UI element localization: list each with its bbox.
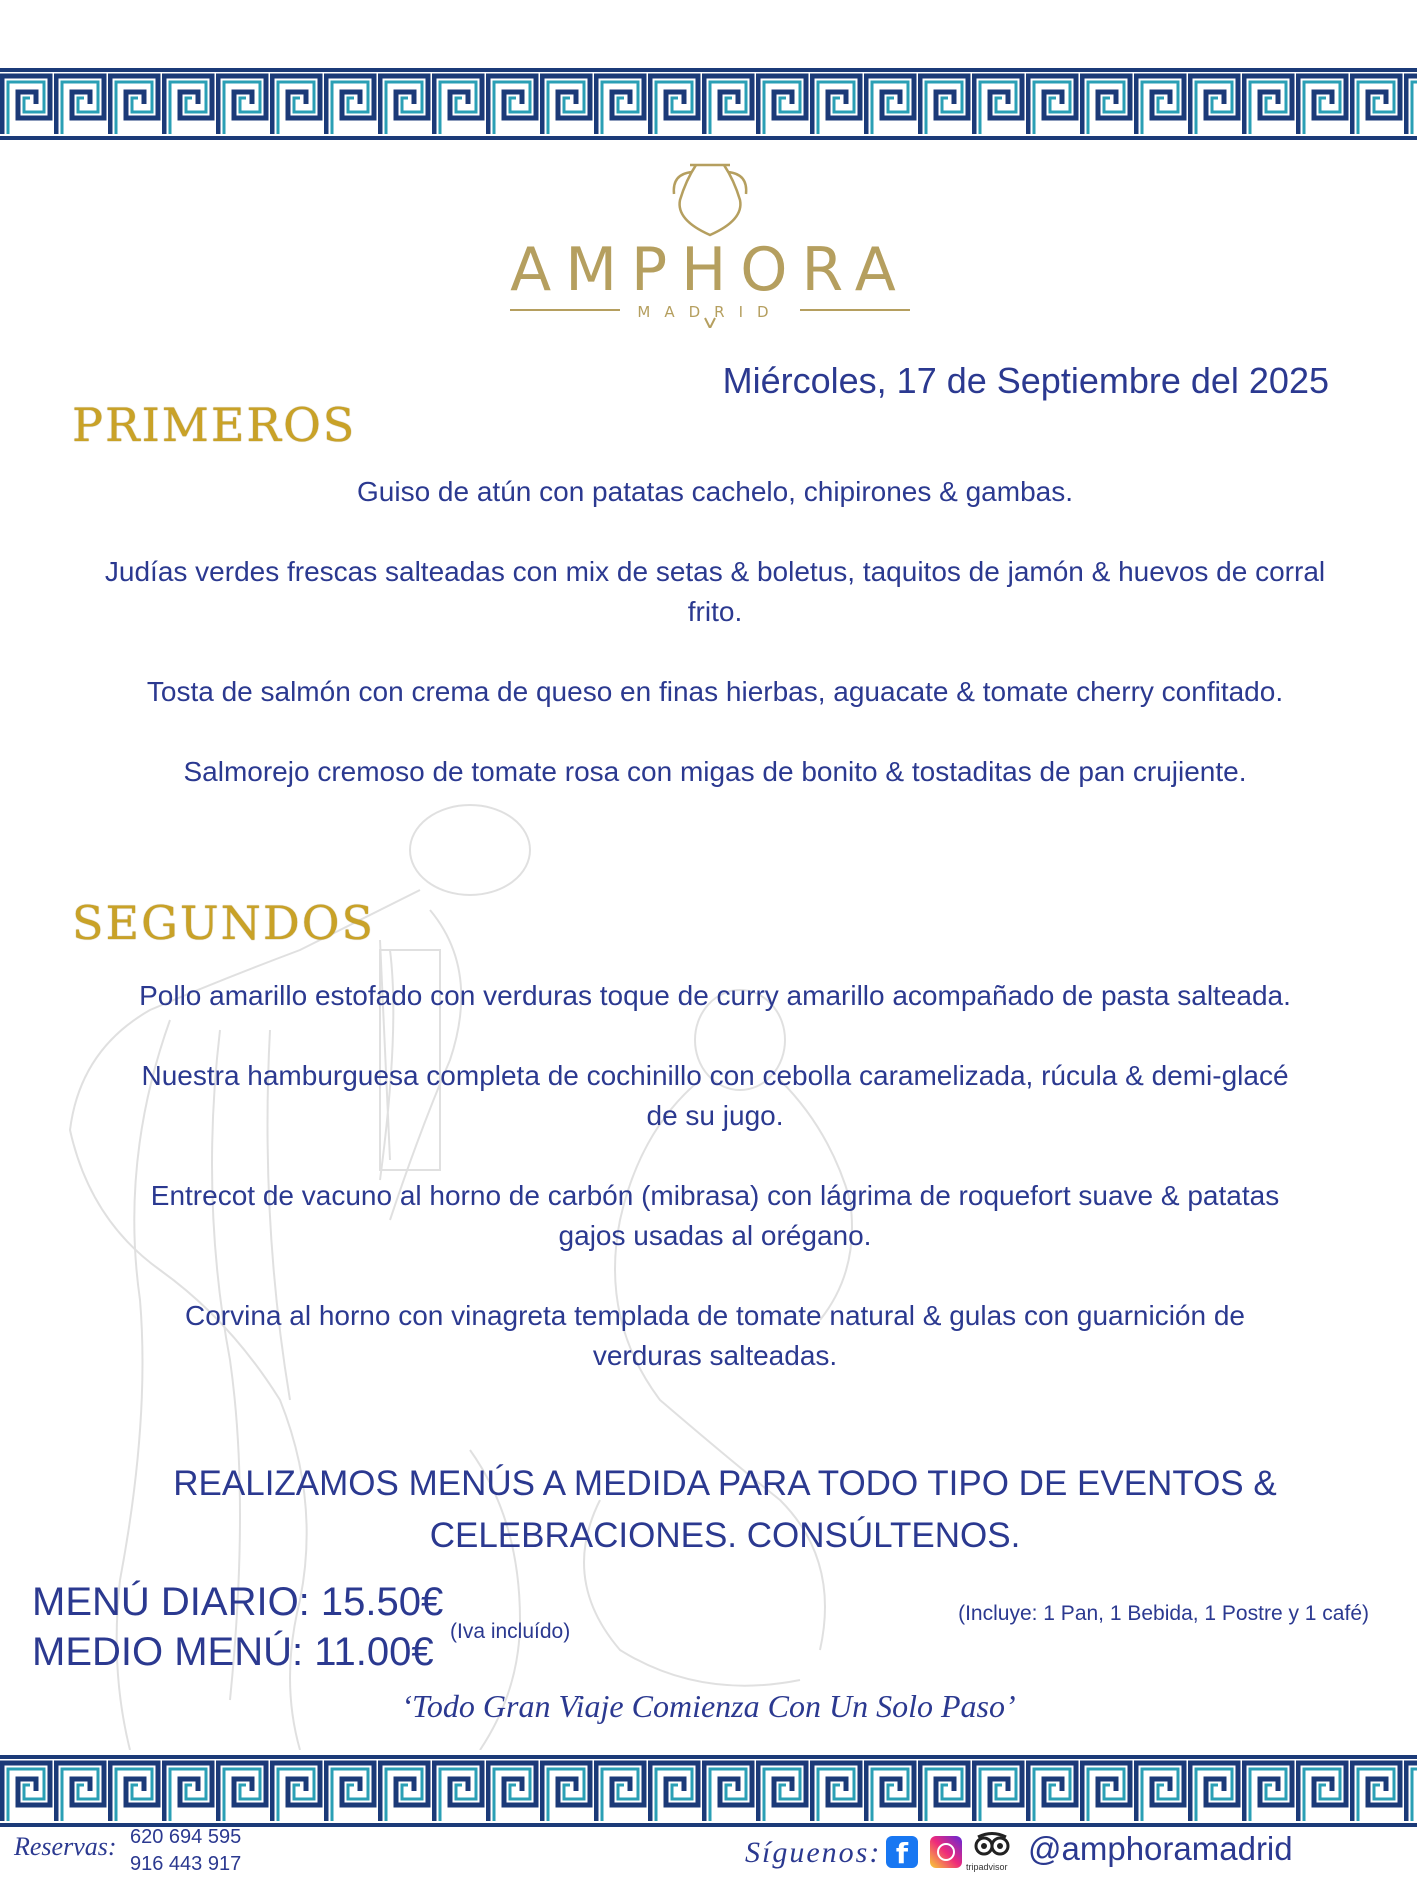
reservas-label: Reservas:	[14, 1832, 117, 1861]
iva-note: (Iva incluído)	[450, 1620, 571, 1643]
dish-item: Judías verdes frescas salteadas con mix de setas & boletus, taquitos de jamón & huevos de corral frito.	[104, 556, 1326, 627]
dish-item: Guiso de atún con patatas cachelo, chipirones & gambas.	[357, 476, 1073, 507]
menu-date: Miércoles, 17 de Septiembre del 2025	[722, 360, 1329, 401]
half-menu-price: MEDIO MENÚ: 11.00€	[32, 1630, 434, 1674]
brand-name: AMPHORA	[510, 235, 910, 305]
includes-note: (Incluye: 1 Pan, 1 Bebida, 1 Postre y 1 café)	[958, 1602, 1369, 1625]
amphora-logo-icon	[500, 160, 920, 240]
greek-key-border-top	[0, 68, 1417, 140]
dish-item: Tosta de salmón con crema de queso en finas hierbas, aguacate & tomate cherry confitado.	[146, 676, 1284, 707]
instagram-icon[interactable]	[930, 1836, 962, 1868]
phone-numbers	[130, 1824, 241, 1878]
amphora-logo	[500, 160, 920, 340]
primeros-list	[40, 472, 1390, 792]
dish-item: Entrecot de vacuno al horno de carbón (mibrasa) con lágrima de roquefort suave & patatas gajos usadas al orégano.	[150, 1180, 1280, 1251]
phone-number[interactable]: 620 694 595	[130, 1826, 242, 1848]
segundos-title: SEGUNDOS	[72, 896, 375, 950]
daily-menu-price: MENÚ DIARIO: 15.50€	[32, 1580, 444, 1624]
social-handle[interactable]: @amphoramadrid	[1028, 1830, 1293, 1867]
brand-subtitle: MADRID	[637, 303, 783, 321]
events-notice: REALIZAMOS MENÚS A MEDIDA PARA TODO TIPO DE EVENTOS & CELEBRACIONES. CONSÚLTENOS.	[173, 1464, 1277, 1555]
dish-item: Corvina al horno con vinagreta templada de tomate natural & gulas con guarnición de verduras salteadas.	[185, 1300, 1245, 1371]
follow-label: Síguenos:	[745, 1836, 882, 1869]
phone-number[interactable]: 916 443 917	[130, 1853, 242, 1875]
facebook-icon[interactable]: f	[886, 1836, 918, 1868]
primeros-title: PRIMEROS	[72, 398, 357, 452]
quote: ‘Todo Gran Viaje Comienza Con Un Solo Paso’	[401, 1688, 1016, 1724]
segundos-list	[40, 976, 1390, 1376]
dish-item: Nuestra hamburguesa completa de cochinillo con cebolla caramelizada, rúcula & demi-glacé de su jugo.	[141, 1060, 1289, 1131]
tripadvisor-icon[interactable]	[972, 1830, 1012, 1866]
greek-key-border-bottom	[0, 1755, 1417, 1827]
dish-item: Pollo amarillo estofado con verduras toque de curry amarillo acompañado de pasta salteada.	[139, 980, 1291, 1011]
dish-item: Salmorejo cremoso de tomate rosa con migas de bonito & tostaditas de pan crujiente.	[183, 756, 1247, 787]
tripadvisor-label: tripadvisor	[966, 1862, 1008, 1872]
